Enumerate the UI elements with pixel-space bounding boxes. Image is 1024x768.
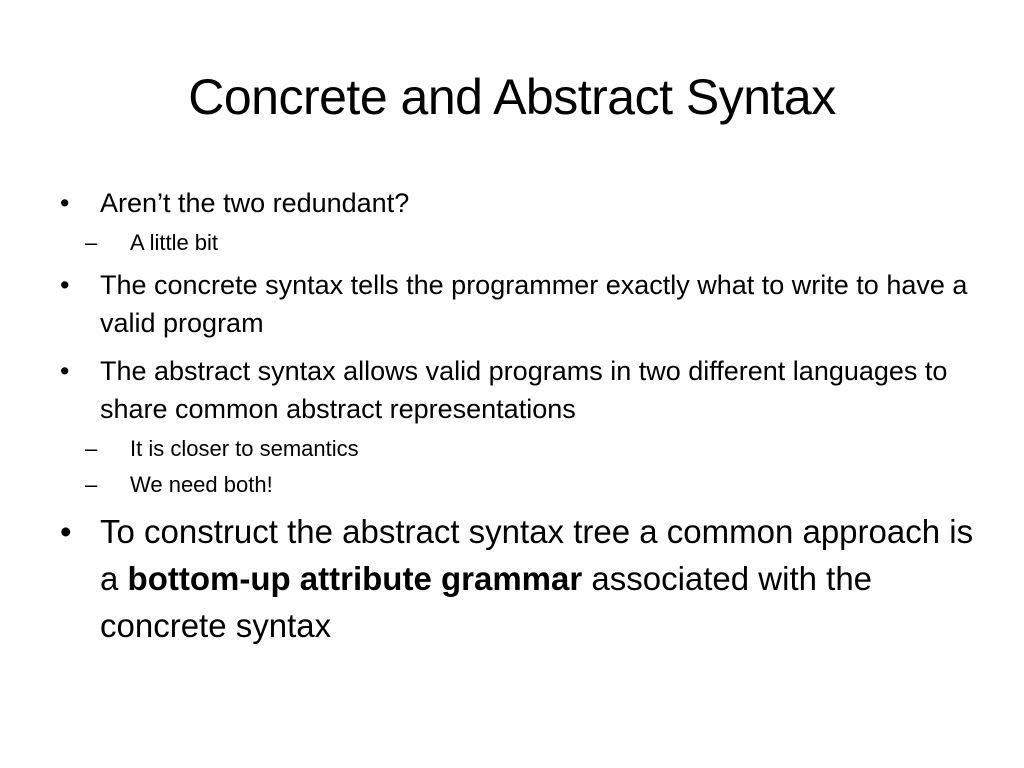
bullet-item xyxy=(60,352,980,428)
sub-bullet-item xyxy=(85,228,980,258)
sub-bullet-list xyxy=(60,434,980,500)
bullet-text-bold: bottom-up attribute grammar xyxy=(127,560,583,597)
sub-bullet-group xyxy=(60,434,980,500)
sub-bullet-item xyxy=(85,470,980,500)
bullet-text-before: To construct the abstract syntax tree a common approach is a xyxy=(100,513,974,597)
bullet-marker: • xyxy=(60,513,72,550)
bullet-item xyxy=(60,508,980,649)
bullet-item xyxy=(60,184,980,222)
bullet-marker: • xyxy=(60,356,70,386)
bullet-marker: • xyxy=(60,188,70,218)
sub-bullet-text: It is closer to semantics xyxy=(130,436,359,461)
sub-bullet-marker: – xyxy=(85,436,98,461)
bullet-item xyxy=(60,266,980,342)
bullet-text: The concrete syntax tells the programmer exactly what to write to have a valid program xyxy=(100,270,968,338)
sub-bullet-marker: – xyxy=(85,230,98,255)
bullet-list xyxy=(60,184,980,659)
bullet-text-after: associated with the concrete syntax xyxy=(100,560,873,644)
sub-bullet-marker: – xyxy=(85,472,98,497)
sub-bullet-item xyxy=(85,434,980,464)
sub-bullet-group xyxy=(60,228,980,258)
bullet-marker: • xyxy=(60,270,70,300)
bullet-text: The abstract syntax allows valid programs in two different languages to share common abstract representations xyxy=(100,356,948,424)
sub-bullet-list xyxy=(60,228,980,258)
sub-bullet-text: We need both! xyxy=(130,472,273,497)
slide-title: Concrete and Abstract Syntax xyxy=(188,69,836,125)
sub-bullet-text: A little bit xyxy=(130,230,219,255)
bullet-text: Aren’t the two redundant? xyxy=(100,188,410,218)
